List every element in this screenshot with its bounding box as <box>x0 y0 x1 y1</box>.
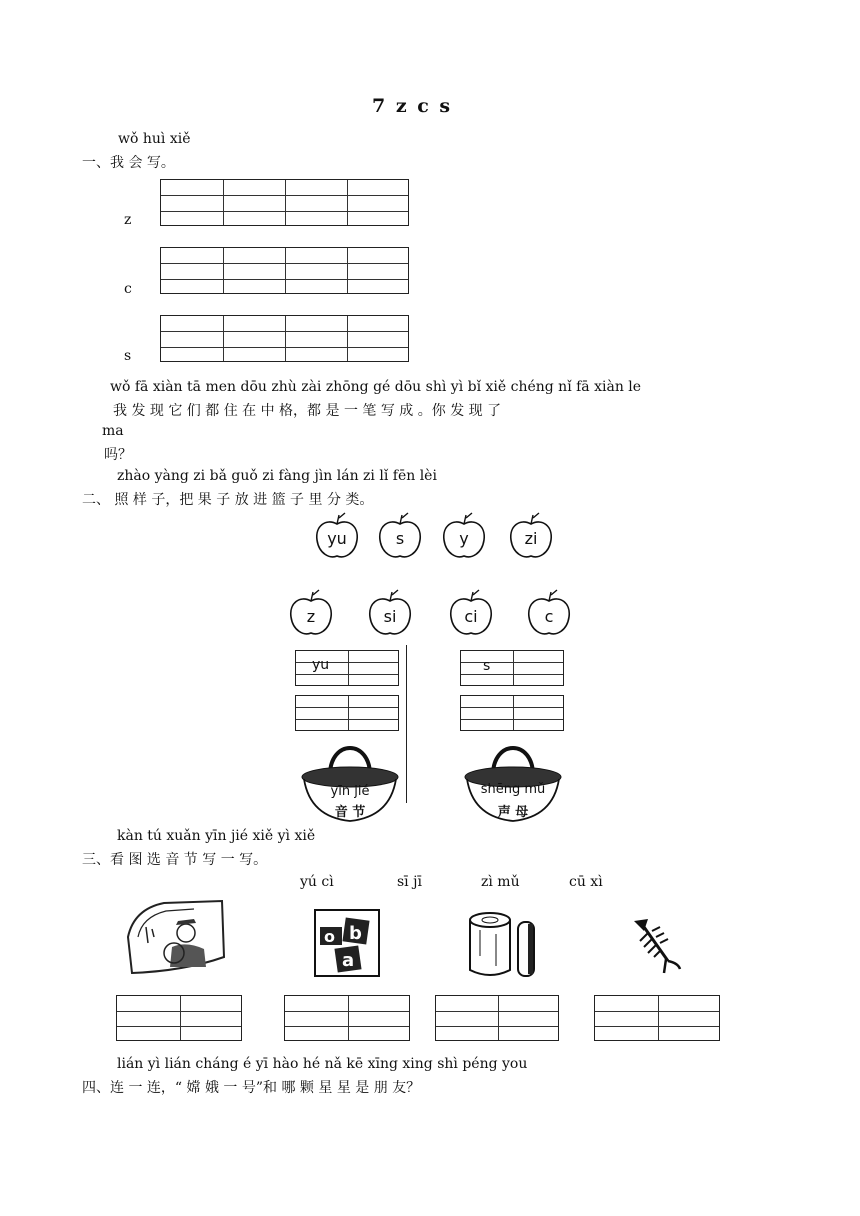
apple-label: ci <box>464 607 478 626</box>
letter-c: c <box>124 281 132 297</box>
fish-bone-picture <box>628 913 686 979</box>
apple-card[interactable] <box>365 589 415 639</box>
writing-grid-c[interactable] <box>160 247 409 294</box>
example-answer-right: s <box>483 658 491 674</box>
section1-pinyin: wǒ huì xiě <box>118 131 191 147</box>
basket-syllable-pinyin: yīn jié <box>330 784 370 799</box>
sort-grid-right-1[interactable] <box>460 650 564 686</box>
sort-grid-left-2[interactable] <box>295 695 399 731</box>
basket-syllable[interactable] <box>300 737 400 823</box>
svg-text:b: b <box>349 923 362 944</box>
section4-heading: 四、连 一 连，“ 嫦 娥 一 号”和 哪 颗 星 星 是 朋 友？ <box>82 1080 421 1096</box>
letter-z: z <box>124 212 132 228</box>
section3-heading: 三、看 图 选 音 节 写 一 写。 <box>82 852 268 868</box>
section4-pinyin: lián yì lián cháng é yī hào hé nǎ kē xīng xing shì péng you <box>117 1056 528 1072</box>
apple-card[interactable] <box>312 512 362 562</box>
answer-grid-4[interactable] <box>594 995 720 1041</box>
page-title: 7 z c s <box>372 95 453 117</box>
answer-grid-2[interactable] <box>284 995 410 1041</box>
apple-label: z <box>306 607 316 626</box>
apple-label: yu <box>327 529 347 548</box>
section2-pinyin: zhào yàng zi bǎ guǒ zi fàng jìn lán zi lǐ fēn lèi <box>117 468 437 484</box>
section1-heading: 一、我 会 写。 <box>82 155 175 171</box>
basket-initial-pinyin: shēng mǔ <box>480 782 546 797</box>
apple-label: si <box>383 607 397 626</box>
section1-note-pinyin: wǒ fā xiàn tā men dōu zhù zài zhōng gé dōu shì yì bǐ xiě chéng nǐ fā xiàn le <box>110 379 642 395</box>
basket-syllable-label: 音 节 <box>334 805 366 820</box>
basket-initial[interactable] <box>463 737 563 823</box>
option-yuci: yú cì <box>300 874 334 890</box>
driver-picture <box>124 897 228 979</box>
writing-grid-s[interactable] <box>160 315 409 362</box>
section3-pinyin: kàn tú xuǎn yīn jié xiě yì xiě <box>117 828 316 844</box>
example-answer-left: yu <box>312 657 330 673</box>
apple-card[interactable] <box>375 512 425 562</box>
basket-initial-label: 声 母 <box>497 805 529 820</box>
apple-card[interactable] <box>439 512 489 562</box>
letter-cards-picture <box>314 909 380 977</box>
svg-text:a: a <box>342 950 355 971</box>
sort-grid-right-2[interactable] <box>460 695 564 731</box>
apple-card[interactable] <box>286 589 336 639</box>
apple-label: c <box>544 607 554 626</box>
option-zimu: zì mǔ <box>481 874 520 890</box>
apple-card[interactable] <box>446 589 496 639</box>
apple-label: zi <box>524 529 538 548</box>
vertical-divider <box>406 645 407 803</box>
apple-card[interactable] <box>506 512 556 562</box>
sort-grid-left-1[interactable] <box>295 650 399 686</box>
section1-note-text: 我 发 现 它 们 都 住 在 中 格，都 是 一 笔 写 成 。你 发 现 了 <box>113 403 502 419</box>
apple-card[interactable] <box>524 589 574 639</box>
option-cuxi: cū xì <box>569 874 603 890</box>
section2-heading: 二、 照 样 子，把 果 子 放 进 篮 子 里 分 类。 <box>82 492 374 508</box>
writing-grid-z[interactable] <box>160 179 409 226</box>
apple-label: s <box>395 529 405 548</box>
section1-ma-text: 吗？ <box>104 447 132 463</box>
answer-grid-3[interactable] <box>435 995 559 1041</box>
section1-ma-pinyin: ma <box>102 423 124 439</box>
svg-text:o: o <box>324 927 335 946</box>
logs-picture <box>466 910 544 978</box>
answer-grid-1[interactable] <box>116 995 242 1041</box>
letter-s: s <box>124 348 132 364</box>
apple-label: y <box>459 529 469 548</box>
option-siji: sī jī <box>397 874 422 890</box>
